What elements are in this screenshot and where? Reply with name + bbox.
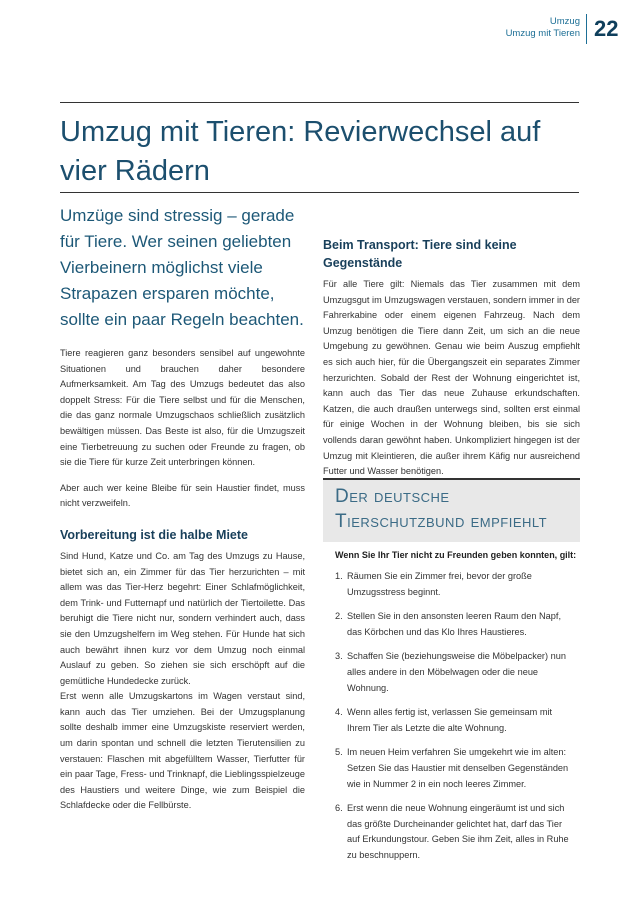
list-item-text: Schaffen Sie (beziehungsweise die Möbelpacker) nun alles andere in den Möbelwagen oder die neue Wohnung.: [347, 651, 566, 693]
list-item-number: 6.: [335, 803, 343, 814]
subhead-preparation: Vorbereitung ist die halbe Miete: [60, 527, 248, 542]
header-section: Umzug: [549, 16, 580, 27]
list-item-text: Erst wenn die neue Wohnung eingeräumt ist und sich das größte Durcheinander gelichtet hat, darf das Tier auf Erkundungstour. Geben Sie ihm Zeit, alles in Ruhe zu beschnuppern.: [347, 803, 569, 860]
list-item: [323, 609, 580, 640]
body-paragraph: Sind Hund, Katze und Co. am Tag des Umzugs zu Hause, bietet sich an, ein Zimmer für das Tier herzurichten – mit allem was das Tier-Herz begehrt: Einer Schlafmöglichkeit, dem Trink- und Futternapf und natürlich der Tiertoilette. Das beruhigt die Tiere nicht nur, sondern verhindert auch, dass sie den Umzugshelfern im Weg stehen. Für Hunde hat sich auch bewährt ihnen kurz vor dem Umzug noch einmal Auslauf zu geben. So ziehen sie sich erschöpft auf die gemütliche Hundedecke zurück.: [60, 550, 305, 686]
running-header: [506, 16, 580, 40]
list-item-text: Räumen Sie ein Zimmer frei, bevor der große Umzugsstress beginnt.: [347, 571, 532, 597]
box-title: Der deutsche Tierschutzbund empfiehlt: [323, 478, 580, 542]
subhead-transport: Beim Transport: Tiere sind keine Gegenstände: [323, 238, 517, 270]
title-rule-bottom: [60, 192, 579, 193]
body-paragraph: Tiere reagieren ganz besonders sensibel auf ungewohnte Situationen und brauchen daher besondere Aufmerksamkeit. Am Tag des Umzugs bedeutet das also doppelt Stress: Für die Tiere selbst und für die Menschen, die das ganz normale Umzugschaos schließlich zusätzlich bewältigen müssen. Das Beste ist also, für die Umzugszeit eine Tierbetreuung zu suchen oder Freunde zu fragen, ob sie die Tiere für kurze Zeit unterbringen können.: [60, 348, 305, 468]
list-item-text: Wenn alles fertig ist, verlassen Sie gemeinsam mit Ihrem Tier als Letzte die alte Wohnung.: [347, 707, 553, 733]
list-item: [323, 801, 580, 863]
list-item-number: 5.: [335, 747, 343, 758]
body-paragraph: Für alle Tiere gilt: Niemals das Tier zusammen mit dem Umzugsgut im Umzugswagen verstauen, sondern immer in der Fahrerkabine oder einem eigenen Fahrzeug. Nach dem Umzug benötigen die Tiere dann Zeit, um sich an die neue Umgebung zu gewöhnen. Genau wie beim Auszug empfiehlt es sich auch hier, für die Übergangszeit ein separates Zimmer herzurichten. Sobald der Rest der Wohnung eingerichtet ist, kann auch das Tier das neue Zuhause erkundschaften. Katzen, die auch draußen unterwegs sind, sollten erst einmal für einige Wochen in der Wohnung bleiben, bis sie sich vollends daran gewöhnt haben. Unkompliziert hingegen ist der Umzug mit Kleintieren, die außer ihrem Käfig nur ausreichend Futter und Wasser benötigen.: [323, 279, 580, 477]
page-title: Umzug mit Tieren: Revierwechsel auf vier Rädern: [60, 116, 541, 187]
left-column: [60, 203, 305, 814]
list-item-number: 4.: [335, 707, 343, 718]
body-paragraph: Aber auch wer keine Bleibe für sein Haustier findet, muss nicht verzweifeln.: [60, 482, 305, 509]
list-item-text: Stellen Sie in den ansonsten leeren Raum den Napf, das Körbchen und das Klo Ihres Haustieres.: [347, 611, 562, 637]
list-item: [323, 705, 580, 736]
header-subsection: Umzug mit Tieren: [505, 28, 580, 39]
list-item: [323, 745, 580, 792]
body-paragraph: Erst wenn alle Umzugskartons im Wagen verstaut sind, kann auch das Tier umziehen. Bei der Umzugsplanung sollte deshalb immer eine Umzugskiste reserviert werden, um darin spontan und schnell die letzten Tierutensilien zu verstauen: Flaschen mit abgefülltem Wasser, Tierfutter für ein paar Tage, Fress- und Trinknapf, die Lieblingsspielzeuge des Haustiers und weitere Dinge, wie zum Beispiel die Schlafdecke oder die Fellbürste.: [60, 691, 305, 811]
list-item-number: 2.: [335, 611, 343, 622]
header-divider: [586, 14, 587, 44]
list-item: [323, 649, 580, 696]
page-number: 22: [594, 16, 619, 41]
lead-paragraph: Umzüge sind stressig – gerade für Tiere. Wer seinen geliebten Vierbeinern möglichst viele Strapazen ersparen möchte, sollte ein paar Regeln beachten.: [60, 206, 304, 329]
list-item-number: 3.: [335, 651, 343, 662]
right-column: [323, 236, 580, 480]
recommendation-box: [323, 478, 580, 863]
recommendation-list: [323, 569, 580, 864]
list-item-text: Im neuen Heim verfahren Sie umgekehrt wie im alten: Setzen Sie das Haustier mit denselben Gegenständen wie in Nummer 2 in ein noch leeres Zimmer.: [347, 747, 569, 789]
box-lead: Wenn Sie Ihr Tier nicht zu Freunden geben konnten, gilt:: [335, 550, 577, 560]
title-rule-top: [60, 102, 579, 103]
list-item: [323, 569, 580, 600]
list-item-number: 1.: [335, 571, 343, 581]
